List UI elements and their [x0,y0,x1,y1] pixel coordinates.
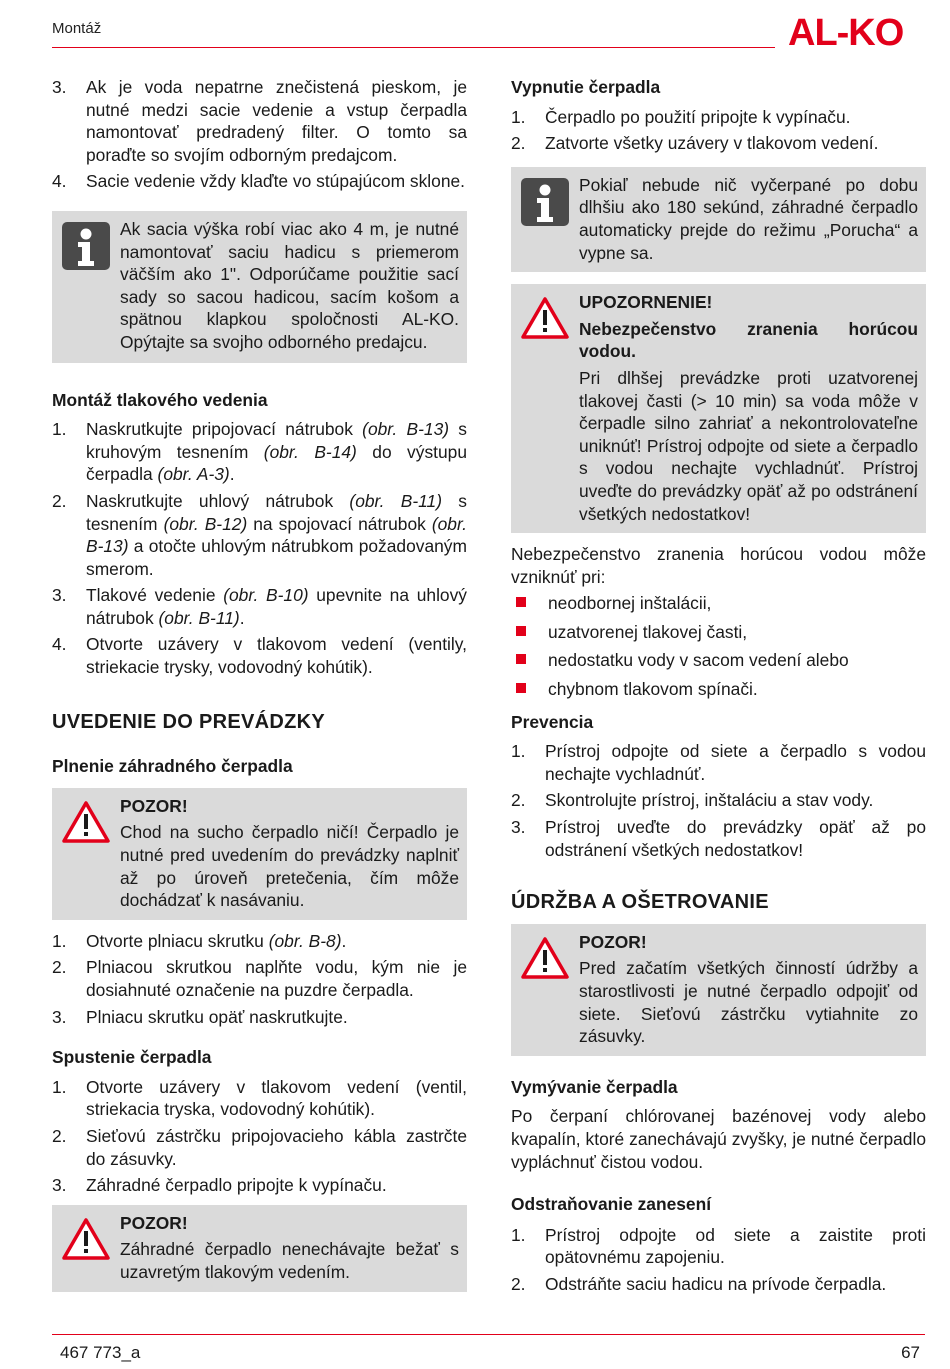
warning-triangle-icon [520,936,570,986]
list-text: Čerpadlo po použití pripojte k vypínaču. [545,106,851,127]
bullet-item [511,621,926,644]
info-box-text: Ak sacia výška robí viac ako 4 m, je nutné namontovať saciu hadicu s priemerom väčším ako 1". Odporúčame použitie sací sady so sacou hadicou, sacím košom a spätnou klapkou spoločnosti AL-KO. Opýtajte sa svojho odborného predajcu. [120,218,459,352]
footer-divider [52,1334,925,1335]
bullet-item [511,649,926,672]
alko-logo [788,12,928,56]
list-number: 1. [511,1224,526,1245]
info-icon [61,221,111,277]
list-text: Otvorte uzávery v tlakovom vedení (ventily, striekacie trysky, vodovodný kohútik). [86,634,467,678]
warning-text: Pri dlhšej prevádzke proti uzatvorenej tlakovej časti (> 10 min) sa voda môže v čerpadle silno zahriať a nekontrolovateľne uniknúť! Prístroj odpojte od siete a čerpadlo s vodou nechajte vychladnúť. Prístroj uveďte do prevádzky opäť až po odstránení všetkých nedostatkov! [579,367,918,524]
list-item [52,76,467,166]
list-text: Plniacou skrutkou naplňte vodu, kým nie je dosiahnuté označenie na puzdre čerpadla. [86,957,467,1000]
warning-subtitle: Nebezpečenstvo zranenia horúcou vodou. [579,318,918,362]
start-heading: Spustenie čerpadla [52,1047,212,1068]
flush-heading: Vymývanie čerpadla [511,1076,678,1097]
warning-title: UPOZORNENIE! [579,292,713,313]
list-number: 1. [52,1076,67,1097]
bullet-text: neodbornej inštalácii, [548,593,712,614]
list-number: 3. [52,1175,67,1196]
warning-triangle-icon [520,296,570,346]
list-number: 1. [511,741,526,762]
figure-reference: (obr. B-8) [268,930,342,951]
left-column [52,76,467,1292]
fill-list [52,930,467,1028]
warning-box-hot-water [511,284,926,533]
list-number: 4. [52,634,67,655]
running-header: Montáž [52,20,102,37]
prevention-list [511,740,926,861]
figure-reference: (obr. B-11) [158,607,240,628]
clog-heading: Odstraňovanie zanesení [511,1194,712,1215]
intro-list [52,76,467,193]
hot-water-intro: Nebezpečenstvo zranenia horúcou vodou môže vzniknúť pri: [511,544,926,587]
list-item [511,789,926,812]
prevention-heading: Prevencia [511,711,594,732]
warning-box-fill [52,788,467,920]
warning-text: Pred začatím všetkých činností údržby a starostlivosti je nutné čerpadlo odpojiť od siete. Sieťovú zástrčku vytiahnite zo zásuvky. [579,958,918,1047]
list-item [52,1174,467,1197]
list-item [52,170,467,193]
list-item [511,740,926,785]
bullet-item [511,678,926,701]
list-item [511,106,926,129]
bullet-square-icon [516,597,526,607]
page-number: 67 [901,1343,920,1362]
list-number: 1. [52,930,67,951]
list-text: Prístroj odpojte od siete a zaistite proti opätovnému zapojeniu. [545,1224,926,1268]
list-item [52,1006,467,1029]
warning-triangle-icon [61,800,111,850]
list-number: 2. [52,490,67,511]
figure-reference: (obr. B-13) [86,513,467,557]
bullet-item [511,592,926,615]
list-text: Prístroj uveďte do prevádzky opäť až po odstránení všetkých nedostatkov! [545,817,926,860]
list-number: 3. [52,77,67,97]
warning-triangle-icon [61,1217,111,1267]
warning-text: Záhradné čerpadlo nenechávajte bežať s uzavretým tlakovým vedením. [120,1239,459,1282]
figure-reference: (obr. B-10) [223,585,309,606]
fill-heading: Plnenie záhradného čerpadla [52,756,293,777]
list-text: Tlakové vedenie [86,585,224,606]
bullet-square-icon [516,654,526,664]
clog-list [511,1224,926,1296]
list-item [511,1224,926,1269]
list-number: 2. [511,133,526,154]
warning-title: POZOR! [120,795,188,816]
warning-title: POZOR! [120,1212,188,1233]
warning-text: Chod na sucho čerpadlo ničí! Čerpadlo je nutné pred uvedením do prevádzky naplniť až po úroveň pretečenia, čím môže dochádzať k nasávaniu. [120,822,459,911]
figure-reference: (obr. B-12) [163,513,248,534]
list-item [52,1125,467,1170]
bullet-square-icon [516,683,526,693]
list-number: 2. [511,790,526,811]
right-column [511,76,926,1300]
section-heading-commissioning: UVEDENIE DO PREVÁDZKY [52,710,326,733]
figure-reference: (obr. B-14) [263,441,357,462]
list-number: 3. [52,1006,67,1027]
figure-reference: (obr. B-11) [349,490,443,511]
info-box [52,211,467,363]
list-text: . [229,464,235,485]
list-text: Ak je voda nepatrne znečistená pieskom, je nutné medzi sacie vedenie a vstup čerpadla namontovať predradený filter. O tomto sa poraďte so svojím odborným predajcom. [86,77,467,165]
list-number: 3. [511,817,526,838]
list-text: upevnite na uhlový nátrubok [86,585,467,628]
list-text: Otvorte uzávery v tlakovom vedení (ventil, striekacia tryska, vodovodný kohútik). [86,1076,467,1120]
list-text: s kruhovým tesnením [86,419,467,462]
list-item [52,490,467,580]
list-text: Otvorte plniacu skrutku [86,930,269,951]
stop-heading: Vypnutie čerpadla [511,77,661,97]
list-text: . [239,607,245,628]
list-text: Zatvorte všetky uzávery v tlakovom vedení. [545,133,879,154]
info-box [511,167,926,272]
list-number: 2. [511,1273,526,1294]
list-item [511,816,926,861]
list-text: . [341,930,347,951]
flush-text: Po čerpaní chlórovanej bazénovej vody alebo kvapalín, ktoré zanechávajú zvyšky, je nutné čerpadlo vypláchnuť čistou vodou. [511,1106,926,1172]
bullet-text: nedostatku vody v sacom vedení alebo [548,650,849,671]
list-text: na spojovací nátrubok [247,513,432,534]
list-number: 4. [52,171,67,192]
alko-logo-text: AL-KO [788,12,904,50]
bullet-square-icon [516,626,526,636]
pressure-heading: Montáž tlakového vedenia [52,389,268,410]
list-text: Prístroj odpojte od siete a čerpadlo s vodou nechajte vychladnúť. [545,741,926,784]
warning-box-maintenance [511,924,926,1056]
list-text: Záhradné čerpadlo pripojte k vypínaču. [86,1175,387,1196]
figure-reference: (obr. A-3) [157,464,230,485]
list-text: Naskrutkujte pripojovací nátrubok [86,419,363,440]
bullet-text: chybnom tlakovom spínači. [548,679,758,700]
list-number: 2. [52,957,67,978]
figure-reference: (obr. B-13) [362,419,450,440]
list-text: s tesnením [86,490,467,534]
header-divider [52,47,775,48]
list-text: Plniacu skrutku opäť naskrutkujte. [86,1006,348,1027]
list-text: Sacie vedenie vždy klaďte vo stúpajúcom sklone. [86,171,465,192]
pressure-list [52,418,467,679]
list-item [52,1076,467,1121]
list-number: 3. [52,585,67,606]
list-item [52,584,467,629]
list-item [52,930,467,953]
stop-list [511,106,926,155]
list-text: do výstupu čerpadla [86,441,467,485]
info-box-text: Pokiaľ nebude nič vyčerpané po dobu dlhšiu ako 180 sekúnd, záhradné čerpadlo automaticky prejde do režimu „Porucha“ a vypne sa. [579,174,918,263]
list-item [52,633,467,678]
document-number: 467 773_a [60,1343,141,1362]
bullet-text: uzatvorenej tlakovej časti, [548,621,748,642]
list-text: Naskrutkujte uhlový nátrubok [86,490,350,511]
list-number: 2. [52,1125,67,1146]
list-text: Odstráňte saciu hadicu na prívode čerpadla. [545,1273,887,1294]
list-text: a otočte uhlovým nátrubkom požadovaným smerom. [86,536,467,579]
warning-title: POZOR! [579,931,647,952]
list-number: 1. [511,106,526,127]
list-number: 1. [52,419,67,440]
hot-water-causes [511,592,926,700]
list-item [511,132,926,155]
section-heading-maintenance: ÚDRŽBA A OŠETROVANIE [511,891,769,914]
list-item [511,1273,926,1296]
list-text: Skontrolujte prístroj, inštaláciu a stav vody. [545,790,874,811]
list-item [52,418,467,486]
start-list [52,1076,467,1197]
warning-box-start [52,1205,467,1292]
list-text: Sieťovú zástrčku pripojovacieho kábla zastrčte do zásuvky. [86,1125,467,1169]
info-icon [520,177,570,233]
list-item [52,956,467,1001]
